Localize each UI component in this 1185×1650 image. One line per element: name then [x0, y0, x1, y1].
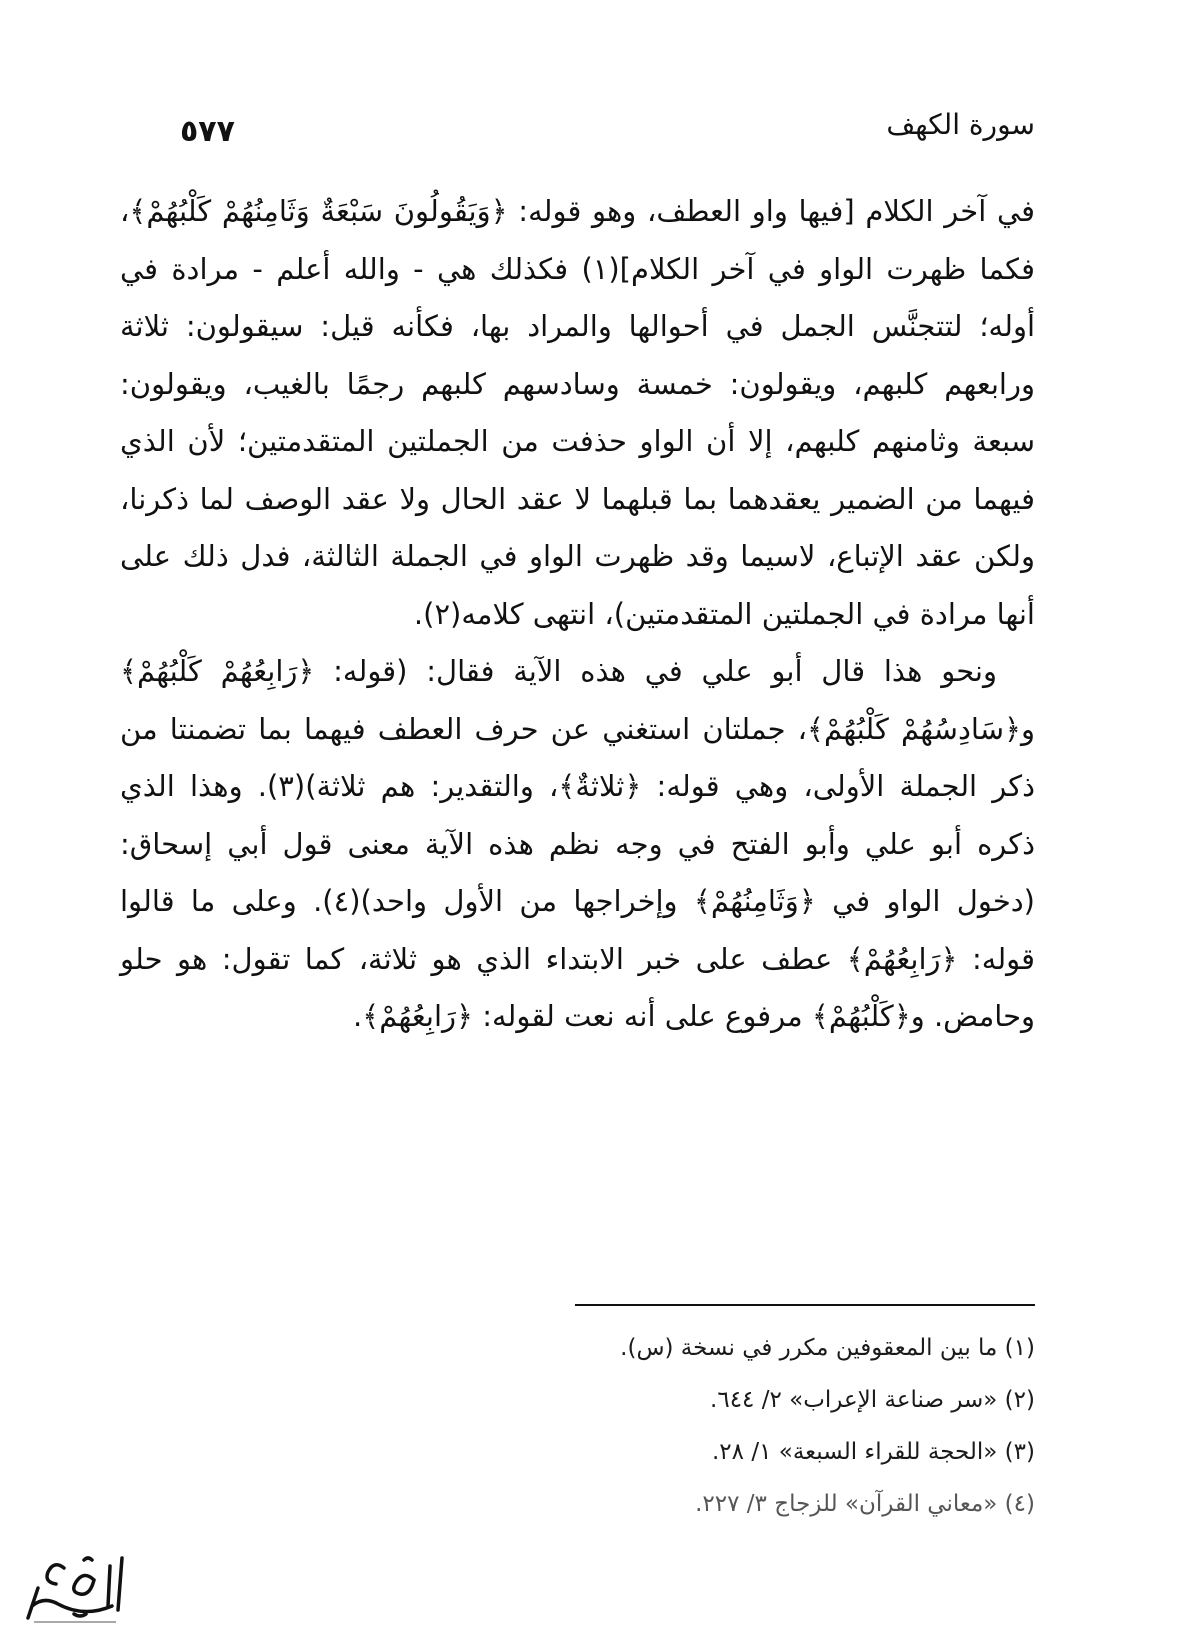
footnote-4: (٤) «معاني القرآن» للزجاج ٣/ ٢٢٧. — [695, 1491, 1035, 1517]
footnote-2: (٢) «سر صناعة الإعراب» ٢/ ٦٤٤. — [710, 1387, 1035, 1413]
paragraph-2: ونحو هذا قال أبو علي في هذه الآية فقال: (قوله: ﴿رَابِعُهُمْ كَلْبُهُمْ﴾ و﴿سَادِسُهُمْ كَلْبُهُمْ﴾، جملتان استغني عن حرف العطف فيهما بما تضمنتا من ذكر الجملة الأولى، وهي قوله: ﴿ثلاثةٌ﴾، والتقدير: هم ثلاثة)(٣). وهذا الذي ذكره أبو علي وأبو الفتح في وجه نظم هذه الآية معنى قول أبي إسحاق: (دخول الواو في ﴿وَثَامِنُهُمْ﴾ وإخراجها من الأول واحد)(٤). وعلى ما قالوا قوله: ﴿رَابِعُهُمْ﴾ عطف على خبر الابتداء الذي هو ثلاثة، كما تقول: هو حلو وحامض. و﴿كَلْبُهُمْ﴾ مرفوع على أنه نعت لقوله: ﴿رَابِعُهُمْ﴾. — [120, 654, 1035, 1033]
footnote-1: (١) ما بين المعقوفين مكرر في نسخة (س). — [620, 1335, 1035, 1361]
footnote-3: (٣) «الحجة للقراء السبعة» ١/ ٢٨. — [711, 1439, 1035, 1465]
page-number: ٥٧٧ — [180, 114, 235, 149]
paragraph-1: في آخر الكلام [فيها واو العطف، وهو قوله: ﴿وَيَقُولُونَ سَبْعَةٌ وَثَامِنُهُمْ كَلْبُهُمْ﴾، فكما ظهرت الواو في آخر الكلام](١) فكذلك هي - والله أعلم - مرادة في أوله؛ لتتجنَّس الجمل في أحوالها والمراد بها، فكأنه قيل: سيقولون: ثلاثة ورابعهم كلبهم، ويقولون: خمسة وسادسهم كلبهم رجمًا بالغيب، ويقولون: سبعة وثامنهم كلبهم، إلا أن الواو حذفت من الجملتين المتقدمتين؛ لأن الذي فيهما من الضمير يعقدهما بما قبلهما لا عقد الحال ولا عقد الوصف لما ذكرنا، ولكن عقد الإتباع، لاسيما وقد ظهرت الواو في الجملة الثالثة، فدل ذلك على أنها مرادة في الجملتين المتقدمتين)، انتهى كلامه(٢). — [120, 194, 1035, 631]
surah-title: سورة الكهف — [886, 108, 1035, 141]
footnote-divider — [575, 1304, 1035, 1306]
main-text — [120, 183, 1035, 1046]
publisher-logo-calligraphy-icon — [14, 1548, 134, 1628]
page-header — [180, 108, 1035, 158]
footnotes — [335, 1322, 1035, 1530]
